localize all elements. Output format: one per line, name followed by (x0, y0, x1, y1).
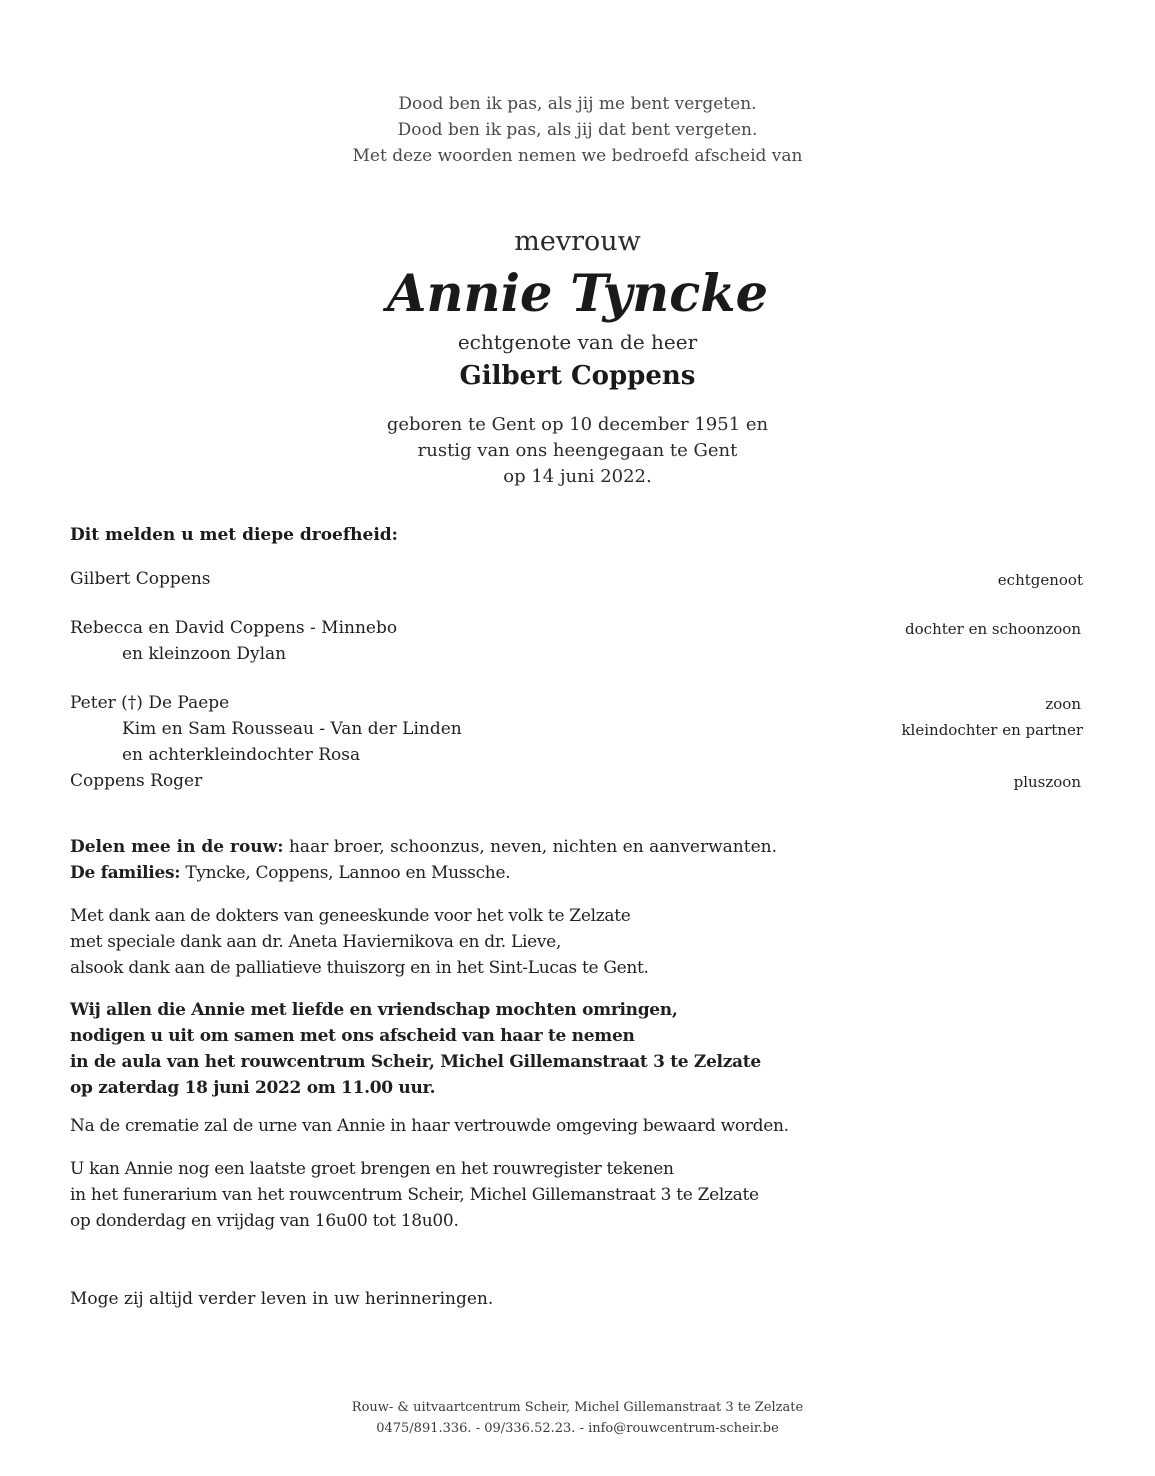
family-relation: dochter en schoonzoon (905, 620, 1081, 638)
visit-line: op donderdag en vrijdag van 16u00 tot 18u00. (70, 1211, 459, 1231)
motto-line-1: Dood ben ik pas, als jij me bent vergeten. (398, 94, 757, 114)
family-relation: kleindochter en partner (901, 721, 1083, 739)
deceased-title: mevrouw (514, 226, 641, 257)
deceased-name: Annie Tyncke (386, 264, 769, 324)
closing-text (70, 1286, 1085, 1312)
invitation-line: Wij allen die Annie met liefde en vriendschap mochten omringen, (70, 1000, 678, 1020)
family-relation: echtgenoot (997, 571, 1083, 589)
thanks-line: met speciale dank aan dr. Aneta Haviernikova en dr. Lieve, (70, 932, 562, 952)
family-name: en kleinzoon Dylan (122, 644, 287, 664)
families-label: De families: (70, 863, 181, 883)
closing-line: Moge zij altijd verder leven in uw herinneringen. (70, 1289, 494, 1309)
motto (0, 91, 1155, 169)
thanks-line: Met dank aan de dokters van geneeskunde voor het volk te Zelzate (70, 906, 631, 926)
mourning-label: Delen mee in de rouw: (70, 837, 284, 857)
invitation-line: nodigen u uit om samen met ons afscheid van haar te nemen (70, 1026, 635, 1046)
mourning-text: haar broer, schoonzus, neven, nichten en aanverwanten. (283, 837, 777, 857)
motto-line-2: Dood ben ik pas, als jij dat bent vergeten. (397, 120, 758, 140)
family-name: Gilbert Coppens (70, 569, 211, 589)
invitation-block (70, 997, 1085, 1101)
family-name: Rebecca en David Coppens - Minnebo (70, 618, 398, 638)
family-name: Kim en Sam Rousseau - Van der Linden (122, 719, 462, 739)
cremation-line: Na de crematie zal de urne van Annie in haar vertrouwde omgeving bewaard worden. (70, 1116, 789, 1136)
announcement-heading: Dit melden u met diepe droefheid: (70, 525, 398, 545)
family-name: Coppens Roger (70, 771, 203, 791)
motto-line-3: Met deze woorden nemen we bedroefd afscheid van (352, 146, 803, 166)
mourning-block (70, 834, 1085, 886)
visit-line: U kan Annie nog een laatste groet brengen en het rouwregister tekenen (70, 1159, 674, 1179)
visit-block (70, 1156, 1085, 1234)
thanks-block (70, 903, 1085, 981)
dates-line-3: op 14 juni 2022. (503, 466, 652, 487)
footer (0, 1397, 1155, 1439)
families-text: Tyncke, Coppens, Lannoo en Mussche. (180, 863, 511, 883)
life-dates (0, 412, 1155, 490)
spouse-prefix: echtgenote van de heer (457, 330, 698, 354)
family-relation: zoon (1045, 695, 1081, 713)
invitation-line: op zaterdag 18 juni 2022 om 11.00 uur. (70, 1078, 436, 1098)
visit-line: in het funerarium van het rouwcentrum Scheir, Michel Gillemanstraat 3 te Zelzate (70, 1185, 759, 1205)
dates-line-2: rustig van ons heengegaan te Gent (417, 440, 738, 461)
cremation-text (70, 1113, 1085, 1139)
family-name: en achterkleindochter Rosa (122, 745, 361, 765)
thanks-line: alsook dank aan de palliatieve thuiszorg en in het Sint-Lucas te Gent. (70, 958, 649, 978)
footer-address: Rouw- & uitvaartcentrum Scheir, Michel Gillemanstraat 3 te Zelzate (351, 1400, 804, 1415)
family-relation: pluszoon (1013, 773, 1081, 791)
invitation-line: in de aula van het rouwcentrum Scheir, Michel Gillemanstraat 3 te Zelzate (70, 1052, 761, 1072)
spouse-name: Gilbert Coppens (459, 361, 696, 391)
footer-contact: 0475/891.336. - 09/336.52.23. - info@rouwcentrum-scheir.be (376, 1421, 779, 1436)
dates-line-1: geboren te Gent op 10 december 1951 en (386, 414, 769, 435)
family-name: Peter (†) De Paepe (70, 693, 230, 713)
